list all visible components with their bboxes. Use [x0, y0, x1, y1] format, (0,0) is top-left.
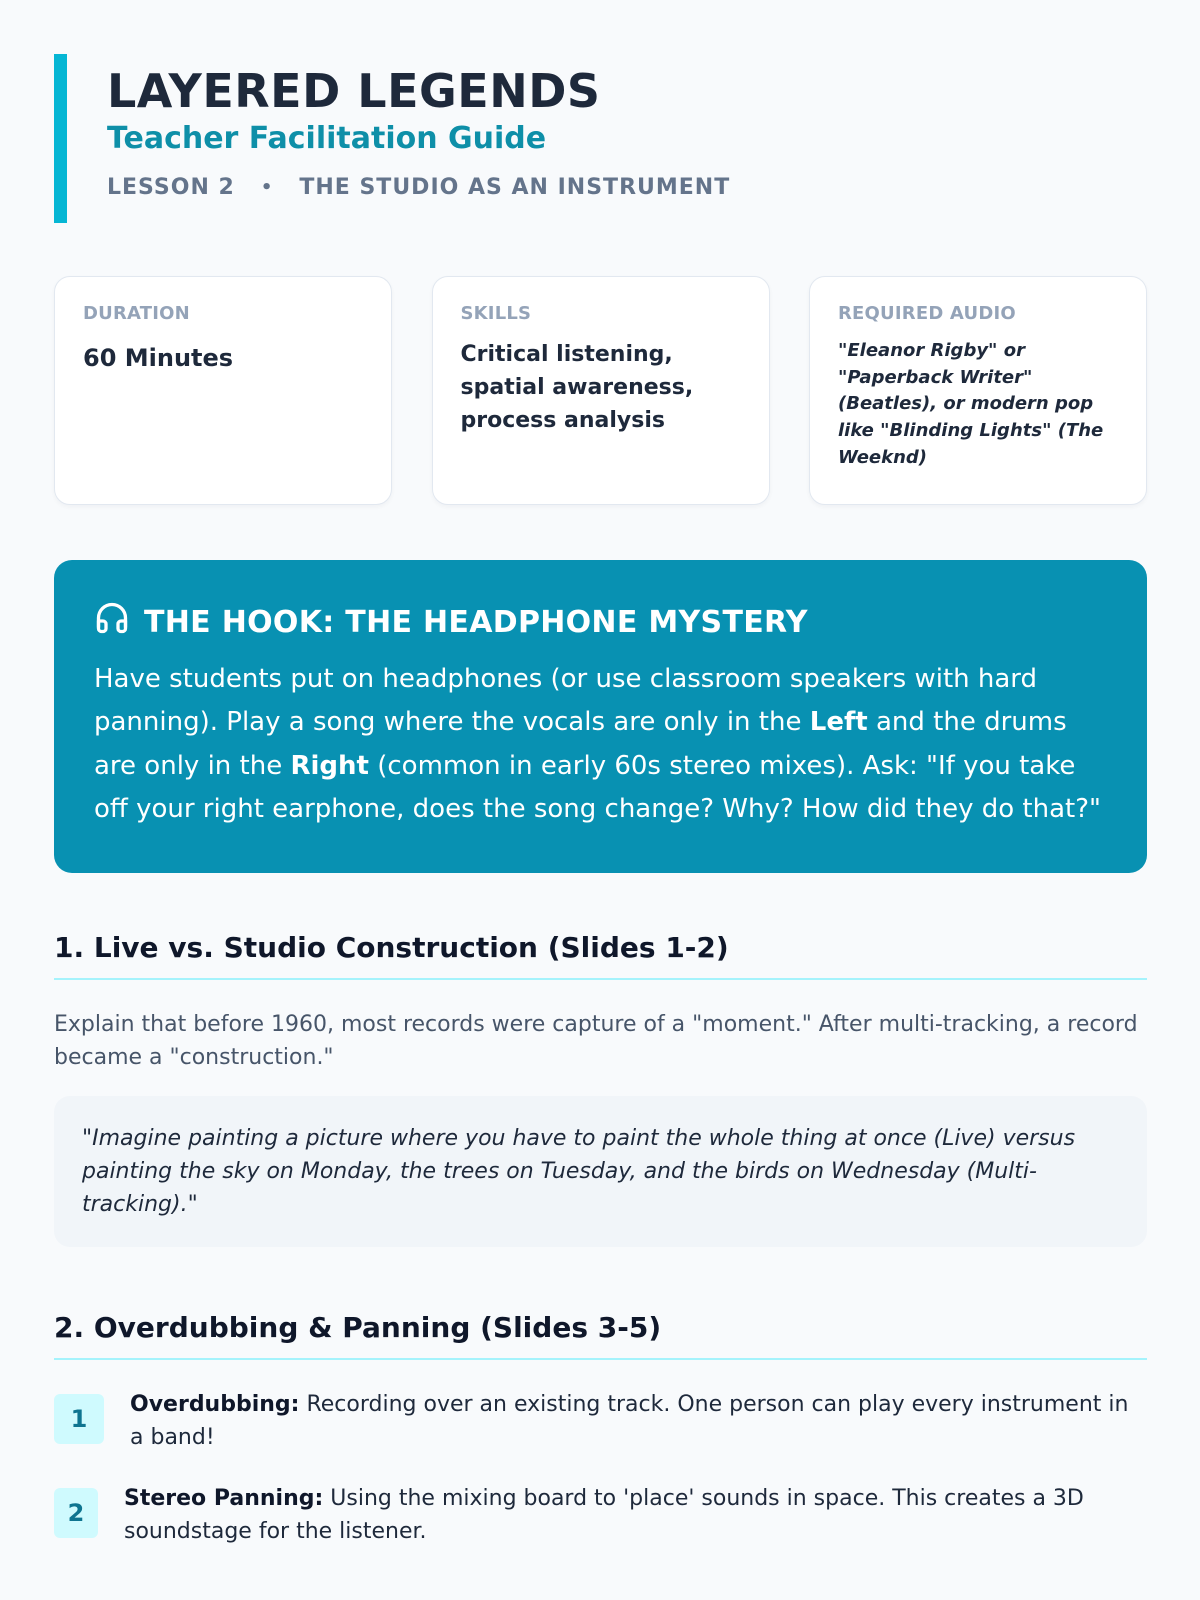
- hook-heading: [94, 600, 1107, 644]
- section-title: 1. Live vs. Studio Construction (Slides 1-2): [54, 931, 1147, 980]
- hook-text: [94, 658, 1107, 832]
- section-overdubbing-panning: [54, 1311, 1147, 1548]
- section-live-vs-studio: [54, 931, 1147, 1247]
- card-label: SKILLS: [460, 303, 532, 324]
- lesson-number: LESSON 2: [107, 175, 235, 200]
- hook-text-part: and the drums are only in the: [94, 707, 1067, 781]
- hook-emphasis-right: Right: [290, 750, 369, 781]
- hook-text-part: Have students put on headphones (or use classroom speakers with hard panning). Play a song where the vocals are only in the: [94, 664, 1038, 738]
- step-description: Using the mixing board to 'place' sounds in space. This creates a 3D soundstage for the listener.: [124, 1486, 1084, 1544]
- section-title: 2. Overdubbing & Panning (Slides 3-5): [54, 1311, 1147, 1360]
- card-label: DURATION: [83, 303, 190, 324]
- section-body: Explain that before 1960, most records were capture of a "moment." After multi-tracking, a record became a "construction.": [54, 1012, 1138, 1070]
- separator-dot: •: [260, 177, 274, 198]
- step-number-badge: 2: [54, 1488, 98, 1538]
- list-item: [54, 1482, 1147, 1548]
- hook-title: THE HOOK: THE HEADPHONE MYSTERY: [144, 604, 808, 640]
- list-item: [54, 1388, 1147, 1454]
- step-number-badge: 1: [54, 1394, 104, 1444]
- card-value: "Eleanor Rigby" or "Paperback Writer" (Beatles), or modern pop like "Blinding Lights" (The Weeknd): [838, 340, 1104, 468]
- step-list: [54, 1388, 1147, 1548]
- lesson-line: [107, 175, 1147, 200]
- required-audio-card: [809, 276, 1147, 505]
- lesson-title: THE STUDIO AS AN INSTRUMENT: [299, 175, 731, 200]
- headphones-icon: [94, 600, 144, 644]
- guide-page: [54, 54, 1147, 1576]
- page-title: LAYERED LEGENDS: [107, 64, 601, 118]
- step-description: Recording over an existing track. One person can play every instrument in a band!: [130, 1392, 1129, 1450]
- skills-card: [432, 276, 770, 505]
- card-label: REQUIRED AUDIO: [838, 303, 1016, 324]
- step-text: [130, 1388, 1147, 1454]
- hook-text-part: (common in early 60s stereo mixes). Ask: "If you take off your right earphone, does the song change? Why? How did they do that?": [94, 750, 1101, 825]
- step-term: Overdubbing:: [130, 1392, 300, 1417]
- analogy-quote: "Imagine painting a picture where you have to paint the whole thing at once (Live) versus painting the sky on Monday, the trees on Tuesday, and the birds on Wednesday (Multi-tracking).": [54, 1096, 1147, 1247]
- duration-card: [54, 276, 392, 505]
- info-cards: [54, 276, 1147, 505]
- page-header: [54, 54, 1147, 223]
- header-accent-bar: [54, 54, 67, 223]
- card-value: 60 Minutes: [83, 344, 234, 372]
- step-text: [124, 1482, 1147, 1548]
- hook-emphasis-left: Left: [809, 707, 868, 738]
- hook-callout: [54, 560, 1147, 873]
- step-term: Stereo Panning:: [124, 1486, 324, 1511]
- card-value: Critical listening, spatial awareness, process analysis: [460, 342, 694, 433]
- page-subtitle: Teacher Facilitation Guide: [107, 121, 547, 156]
